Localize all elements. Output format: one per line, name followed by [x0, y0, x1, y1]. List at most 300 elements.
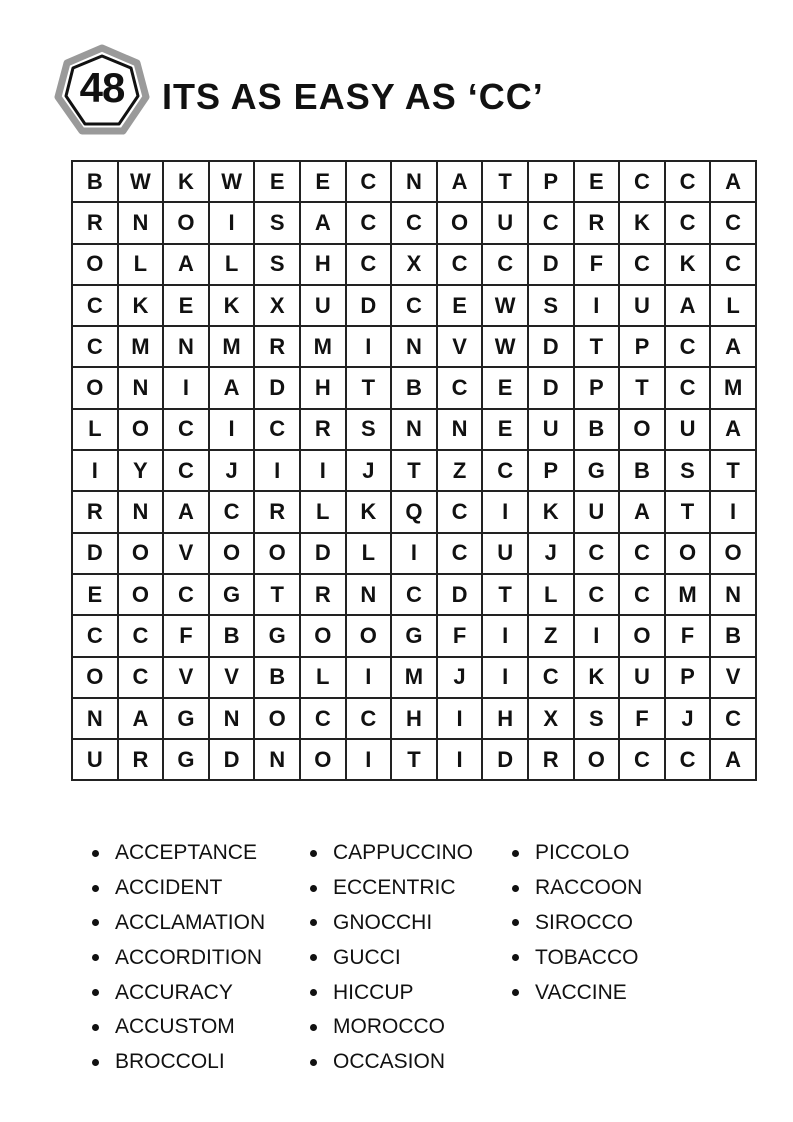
grid-cell[interactable]: C: [619, 739, 665, 780]
grid-cell[interactable]: O: [437, 202, 483, 243]
grid-cell[interactable]: G: [254, 615, 300, 656]
word-list-item: [512, 940, 642, 975]
bullet-icon: [310, 1024, 317, 1031]
grid-cell[interactable]: K: [528, 491, 574, 532]
grid-cell[interactable]: X: [391, 244, 437, 285]
bullet-icon: [92, 919, 99, 926]
grid-cell[interactable]: T: [391, 739, 437, 780]
grid-cell[interactable]: K: [118, 285, 164, 326]
grid-cell[interactable]: C: [346, 698, 392, 739]
grid-row: [72, 574, 756, 615]
bullet-icon: [310, 919, 317, 926]
grid-cell[interactable]: D: [300, 533, 346, 574]
grid-cell[interactable]: B: [209, 615, 255, 656]
word-list-item: [310, 871, 473, 906]
word-label: CAPPUCCINO: [333, 841, 474, 865]
grid-cell[interactable]: P: [619, 326, 665, 367]
word-label: OCCASION: [333, 1050, 446, 1074]
grid-cell[interactable]: M: [710, 367, 756, 408]
grid-cell[interactable]: C: [619, 574, 665, 615]
grid-cell[interactable]: I: [72, 450, 118, 491]
grid-cell[interactable]: Q: [391, 491, 437, 532]
bullet-icon: [92, 1024, 99, 1031]
grid-cell[interactable]: J: [209, 450, 255, 491]
puzzle-number-badge: [52, 42, 152, 142]
grid-row: [72, 326, 756, 367]
word-label: RACCOON: [535, 876, 643, 900]
word-list-column-1: [92, 836, 265, 1080]
grid-row: [72, 533, 756, 574]
grid-cell[interactable]: X: [254, 285, 300, 326]
grid-cell[interactable]: M: [391, 657, 437, 698]
grid-cell[interactable]: M: [665, 574, 711, 615]
grid-cell[interactable]: I: [346, 739, 392, 780]
grid-cell[interactable]: B: [72, 161, 118, 202]
grid-cell[interactable]: A: [619, 491, 665, 532]
grid-cell[interactable]: L: [72, 409, 118, 450]
grid-cell[interactable]: I: [437, 739, 483, 780]
grid-cell[interactable]: O: [254, 698, 300, 739]
grid-cell[interactable]: I: [437, 698, 483, 739]
grid-cell[interactable]: N: [118, 202, 164, 243]
bullet-icon: [310, 989, 317, 996]
grid-cell[interactable]: V: [163, 657, 209, 698]
word-label: ACCUSTOM: [115, 1015, 235, 1039]
grid-cell[interactable]: A: [710, 739, 756, 780]
grid-cell[interactable]: G: [163, 739, 209, 780]
grid-cell[interactable]: B: [710, 615, 756, 656]
grid-cell[interactable]: C: [346, 202, 392, 243]
grid-cell[interactable]: B: [619, 450, 665, 491]
grid-cell[interactable]: N: [346, 574, 392, 615]
grid-row: [72, 202, 756, 243]
grid-cell[interactable]: V: [209, 657, 255, 698]
word-label: ACCORDITION: [115, 945, 262, 969]
grid-row: [72, 657, 756, 698]
grid-cell[interactable]: C: [665, 326, 711, 367]
grid-cell[interactable]: E: [254, 161, 300, 202]
grid-cell[interactable]: D: [72, 533, 118, 574]
grid-cell[interactable]: I: [300, 450, 346, 491]
grid-cell[interactable]: O: [118, 409, 164, 450]
grid-cell[interactable]: F: [574, 244, 620, 285]
grid-cell[interactable]: N: [118, 491, 164, 532]
grid-cell[interactable]: J: [437, 657, 483, 698]
grid-cell[interactable]: I: [346, 326, 392, 367]
grid-cell[interactable]: K: [574, 657, 620, 698]
word-label: GNOCCHI: [333, 910, 433, 934]
word-list-item: [310, 940, 473, 975]
bullet-icon: [92, 1059, 99, 1066]
grid-row: [72, 367, 756, 408]
grid-cell[interactable]: T: [574, 326, 620, 367]
grid-cell[interactable]: R: [300, 409, 346, 450]
grid-cell[interactable]: U: [300, 285, 346, 326]
grid-cell[interactable]: O: [665, 533, 711, 574]
grid-cell[interactable]: N: [391, 409, 437, 450]
grid-cell[interactable]: M: [300, 326, 346, 367]
grid-cell[interactable]: L: [710, 285, 756, 326]
grid-cell[interactable]: L: [300, 491, 346, 532]
grid-cell[interactable]: D: [528, 367, 574, 408]
grid-cell[interactable]: U: [574, 491, 620, 532]
grid-cell[interactable]: H: [482, 698, 528, 739]
grid-cell[interactable]: U: [482, 533, 528, 574]
word-list-item: [310, 1045, 473, 1080]
grid-cell[interactable]: U: [482, 202, 528, 243]
grid-cell[interactable]: A: [710, 161, 756, 202]
grid-cell[interactable]: K: [665, 244, 711, 285]
grid-cell[interactable]: A: [209, 367, 255, 408]
grid-cell[interactable]: O: [118, 533, 164, 574]
bullet-icon: [92, 954, 99, 961]
grid-cell[interactable]: D: [346, 285, 392, 326]
grid-cell[interactable]: S: [665, 450, 711, 491]
grid-cell[interactable]: M: [118, 326, 164, 367]
grid-cell[interactable]: E: [72, 574, 118, 615]
grid-cell[interactable]: O: [254, 533, 300, 574]
bullet-icon: [512, 989, 519, 996]
grid-cell[interactable]: L: [209, 244, 255, 285]
grid-cell[interactable]: R: [300, 574, 346, 615]
word-label: MOROCCO: [333, 1015, 445, 1039]
grid-row: [72, 739, 756, 780]
bullet-icon: [92, 989, 99, 996]
grid-cell[interactable]: C: [300, 698, 346, 739]
grid-cell[interactable]: C: [665, 161, 711, 202]
grid-cell[interactable]: N: [163, 326, 209, 367]
grid-cell[interactable]: W: [209, 161, 255, 202]
grid-cell[interactable]: C: [619, 161, 665, 202]
grid-cell[interactable]: F: [665, 615, 711, 656]
grid-cell[interactable]: V: [437, 326, 483, 367]
grid-cell[interactable]: O: [72, 657, 118, 698]
grid-row: [72, 615, 756, 656]
grid-cell[interactable]: H: [391, 698, 437, 739]
grid-cell[interactable]: D: [209, 739, 255, 780]
word-label: ACCLAMATION: [115, 910, 266, 934]
grid-cell[interactable]: U: [619, 657, 665, 698]
bullet-icon: [310, 1059, 317, 1066]
grid-cell[interactable]: I: [710, 491, 756, 532]
word-list-item: [310, 975, 473, 1010]
grid-cell[interactable]: E: [163, 285, 209, 326]
grid-cell[interactable]: J: [346, 450, 392, 491]
grid-cell[interactable]: L: [346, 533, 392, 574]
grid-cell[interactable]: J: [528, 533, 574, 574]
grid-cell[interactable]: C: [118, 657, 164, 698]
word-label: TOBACCO: [535, 945, 639, 969]
grid-cell[interactable]: V: [163, 533, 209, 574]
grid-cell[interactable]: E: [300, 161, 346, 202]
grid-cell[interactable]: O: [72, 244, 118, 285]
grid-cell[interactable]: Z: [528, 615, 574, 656]
grid-cell[interactable]: I: [574, 285, 620, 326]
grid-cell[interactable]: I: [209, 409, 255, 450]
word-label: SIROCCO: [535, 910, 634, 934]
grid-cell[interactable]: C: [665, 739, 711, 780]
grid-cell[interactable]: Y: [118, 450, 164, 491]
grid-row: [72, 491, 756, 532]
grid-cell[interactable]: C: [163, 450, 209, 491]
grid-cell[interactable]: R: [254, 326, 300, 367]
grid-cell[interactable]: C: [574, 574, 620, 615]
bullet-icon: [512, 954, 519, 961]
word-list-item: [512, 836, 642, 871]
grid-cell[interactable]: G: [163, 698, 209, 739]
grid-cell[interactable]: X: [528, 698, 574, 739]
word-list-item: [92, 906, 265, 941]
grid-cell[interactable]: K: [163, 161, 209, 202]
grid-cell[interactable]: W: [482, 285, 528, 326]
grid-cell[interactable]: I: [574, 615, 620, 656]
grid-cell[interactable]: C: [665, 202, 711, 243]
grid-cell[interactable]: F: [163, 615, 209, 656]
grid-cell[interactable]: C: [346, 161, 392, 202]
grid-cell[interactable]: G: [574, 450, 620, 491]
grid-cell[interactable]: L: [300, 657, 346, 698]
grid-cell[interactable]: P: [528, 161, 574, 202]
grid-row: [72, 409, 756, 450]
grid-cell[interactable]: I: [346, 657, 392, 698]
grid-cell[interactable]: W: [482, 326, 528, 367]
grid-cell[interactable]: W: [118, 161, 164, 202]
grid-cell[interactable]: T: [619, 367, 665, 408]
grid-cell[interactable]: B: [574, 409, 620, 450]
grid-cell[interactable]: A: [437, 161, 483, 202]
word-label: HICCUP: [333, 980, 414, 1004]
grid-row: [72, 450, 756, 491]
grid-row: [72, 698, 756, 739]
word-list-item: [92, 1045, 265, 1080]
grid-cell[interactable]: R: [118, 739, 164, 780]
grid-cell[interactable]: C: [209, 491, 255, 532]
grid-cell[interactable]: J: [665, 698, 711, 739]
grid-cell[interactable]: R: [72, 491, 118, 532]
grid-cell[interactable]: N: [710, 574, 756, 615]
grid-cell[interactable]: O: [300, 739, 346, 780]
grid-cell[interactable]: F: [437, 615, 483, 656]
page-title: ITS AS EASY AS ‘CC’: [162, 76, 544, 117]
grid-cell[interactable]: C: [391, 574, 437, 615]
grid-cell[interactable]: C: [72, 326, 118, 367]
word-list-item: [310, 1010, 473, 1045]
page-header: [52, 42, 752, 142]
word-list-column-3: [512, 836, 642, 1010]
grid-cell[interactable]: G: [209, 574, 255, 615]
grid-cell[interactable]: C: [574, 533, 620, 574]
grid-cell[interactable]: K: [619, 202, 665, 243]
grid-cell[interactable]: A: [163, 244, 209, 285]
grid-cell[interactable]: C: [482, 244, 528, 285]
grid-cell[interactable]: I: [391, 533, 437, 574]
grid-cell[interactable]: B: [391, 367, 437, 408]
word-list-item: [310, 906, 473, 941]
grid-cell[interactable]: D: [437, 574, 483, 615]
word-list-item: [512, 906, 642, 941]
grid-cell[interactable]: I: [254, 450, 300, 491]
grid-cell[interactable]: C: [391, 202, 437, 243]
grid-cell[interactable]: R: [528, 739, 574, 780]
word-list-item: [92, 940, 265, 975]
grid-cell[interactable]: V: [710, 657, 756, 698]
grid-row: [72, 285, 756, 326]
grid-cell[interactable]: Z: [437, 450, 483, 491]
grid-cell[interactable]: N: [209, 698, 255, 739]
grid-cell[interactable]: O: [619, 409, 665, 450]
grid-cell[interactable]: C: [254, 409, 300, 450]
bullet-icon: [512, 919, 519, 926]
word-label: ECCENTRIC: [333, 876, 456, 900]
grid-cell[interactable]: A: [710, 409, 756, 450]
grid-cell[interactable]: R: [574, 202, 620, 243]
grid-cell[interactable]: C: [163, 409, 209, 450]
word-list-column-2: [310, 836, 473, 1080]
grid-cell[interactable]: N: [391, 161, 437, 202]
grid-cell[interactable]: C: [437, 491, 483, 532]
grid-cell[interactable]: E: [482, 409, 528, 450]
grid-cell[interactable]: B: [254, 657, 300, 698]
grid-cell[interactable]: U: [619, 285, 665, 326]
word-label: GUCCI: [333, 945, 401, 969]
grid-cell[interactable]: I: [482, 657, 528, 698]
word-label: BROCCOLI: [115, 1050, 225, 1074]
grid-cell[interactable]: O: [118, 574, 164, 615]
grid-cell[interactable]: H: [300, 367, 346, 408]
grid-cell[interactable]: C: [710, 698, 756, 739]
grid-cell[interactable]: I: [482, 491, 528, 532]
word-label: VACCINE: [535, 980, 627, 1004]
word-label: ACCURACY: [115, 980, 233, 1004]
grid-cell[interactable]: A: [300, 202, 346, 243]
grid-cell[interactable]: I: [209, 202, 255, 243]
grid-cell[interactable]: T: [482, 161, 528, 202]
grid-cell[interactable]: C: [437, 367, 483, 408]
grid-cell[interactable]: O: [619, 615, 665, 656]
grid-cell[interactable]: D: [528, 244, 574, 285]
grid-row: [72, 244, 756, 285]
grid-cell[interactable]: U: [528, 409, 574, 450]
grid-cell[interactable]: K: [346, 491, 392, 532]
grid-cell[interactable]: N: [72, 698, 118, 739]
grid-cell[interactable]: U: [72, 739, 118, 780]
grid-cell[interactable]: R: [254, 491, 300, 532]
grid-cell[interactable]: C: [710, 244, 756, 285]
grid-cell[interactable]: R: [72, 202, 118, 243]
grid-cell[interactable]: O: [72, 367, 118, 408]
grid-cell[interactable]: H: [300, 244, 346, 285]
grid-cell[interactable]: C: [619, 533, 665, 574]
grid-cell[interactable]: C: [710, 202, 756, 243]
grid-cell[interactable]: C: [437, 244, 483, 285]
grid-row: [72, 161, 756, 202]
grid-cell[interactable]: S: [346, 409, 392, 450]
grid-cell[interactable]: A: [118, 698, 164, 739]
grid-cell[interactable]: P: [665, 657, 711, 698]
grid-cell[interactable]: O: [346, 615, 392, 656]
grid-cell[interactable]: C: [346, 244, 392, 285]
grid-cell[interactable]: D: [528, 326, 574, 367]
word-list-item: [512, 975, 642, 1010]
grid-cell[interactable]: T: [254, 574, 300, 615]
grid-cell[interactable]: K: [209, 285, 255, 326]
grid-cell[interactable]: A: [163, 491, 209, 532]
grid-cell[interactable]: S: [528, 285, 574, 326]
grid-cell[interactable]: N: [391, 326, 437, 367]
bullet-icon: [310, 885, 317, 892]
grid-cell[interactable]: S: [254, 202, 300, 243]
grid-cell[interactable]: C: [528, 202, 574, 243]
grid-cell[interactable]: C: [72, 285, 118, 326]
bullet-icon: [310, 850, 317, 857]
grid-cell[interactable]: L: [528, 574, 574, 615]
grid-cell[interactable]: T: [710, 450, 756, 491]
bullet-icon: [512, 885, 519, 892]
grid-cell[interactable]: D: [482, 739, 528, 780]
grid-cell[interactable]: L: [118, 244, 164, 285]
grid-cell[interactable]: C: [118, 615, 164, 656]
grid-cell[interactable]: T: [346, 367, 392, 408]
grid-cell[interactable]: T: [482, 574, 528, 615]
grid-cell[interactable]: E: [574, 161, 620, 202]
grid-cell[interactable]: P: [574, 367, 620, 408]
grid-cell[interactable]: C: [619, 244, 665, 285]
bullet-icon: [92, 850, 99, 857]
grid-cell[interactable]: O: [163, 202, 209, 243]
puzzle-number: 48: [79, 64, 125, 111]
grid-cell[interactable]: A: [665, 285, 711, 326]
grid-cell[interactable]: C: [482, 450, 528, 491]
grid-cell[interactable]: S: [574, 698, 620, 739]
grid-cell[interactable]: E: [437, 285, 483, 326]
grid-cell[interactable]: C: [72, 615, 118, 656]
grid-cell[interactable]: O: [710, 533, 756, 574]
word-list-item: [92, 836, 265, 871]
grid-cell[interactable]: O: [300, 615, 346, 656]
grid-cell[interactable]: T: [665, 491, 711, 532]
bullet-icon: [310, 954, 317, 961]
word-list-item: [92, 975, 265, 1010]
grid-cell[interactable]: C: [528, 657, 574, 698]
grid-cell[interactable]: N: [118, 367, 164, 408]
grid-cell[interactable]: C: [163, 574, 209, 615]
grid-cell[interactable]: P: [528, 450, 574, 491]
grid-cell[interactable]: D: [254, 367, 300, 408]
grid-cell[interactable]: S: [254, 244, 300, 285]
grid-cell[interactable]: U: [665, 409, 711, 450]
grid-cell[interactable]: A: [710, 326, 756, 367]
bullet-icon: [92, 885, 99, 892]
word-label: ACCIDENT: [115, 876, 223, 900]
grid-cell[interactable]: I: [482, 615, 528, 656]
grid-cell[interactable]: O: [574, 739, 620, 780]
grid-cell[interactable]: C: [665, 367, 711, 408]
grid-cell[interactable]: T: [391, 450, 437, 491]
grid-cell[interactable]: C: [437, 533, 483, 574]
word-label: PICCOLO: [535, 841, 630, 865]
grid-cell[interactable]: E: [482, 367, 528, 408]
grid-cell[interactable]: N: [254, 739, 300, 780]
word-list-item: [92, 1010, 265, 1045]
grid-cell[interactable]: I: [163, 367, 209, 408]
grid-cell[interactable]: G: [391, 615, 437, 656]
grid-cell[interactable]: F: [619, 698, 665, 739]
grid-cell[interactable]: N: [437, 409, 483, 450]
grid-cell[interactable]: O: [209, 533, 255, 574]
grid-cell[interactable]: M: [209, 326, 255, 367]
grid-cell[interactable]: C: [391, 285, 437, 326]
word-search-grid: [71, 160, 757, 781]
